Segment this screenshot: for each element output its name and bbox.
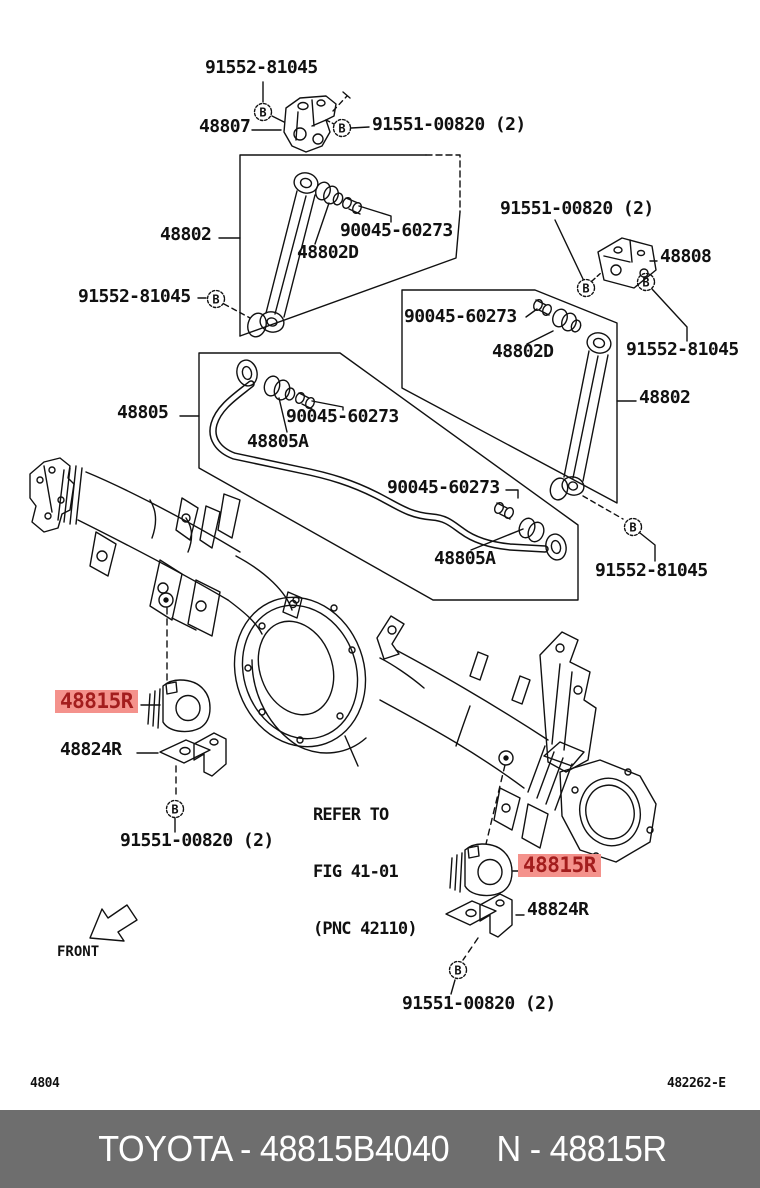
part-label-48815r-right-highlighted[interactable]: 48815R bbox=[518, 854, 601, 877]
part-label-48807: 48807 bbox=[199, 116, 251, 137]
callout-b bbox=[167, 801, 184, 818]
footer-catalog-part: TOYOTA - 48815B4040 bbox=[97, 1128, 449, 1169]
part-label-48802-left: 48802 bbox=[160, 224, 212, 245]
part-label-48824r-right: 48824R bbox=[527, 899, 589, 920]
part-label-91551-00820-right: 91551-00820 (2) bbox=[500, 198, 654, 219]
part-label-48802d-left: 48802D bbox=[297, 242, 359, 263]
part-label-91551-00820-top: 91551-00820 (2) bbox=[372, 114, 526, 135]
footer-bar bbox=[0, 1110, 760, 1188]
shock-absorber-left-drawing bbox=[198, 170, 391, 339]
refer-note-line3: (PNC 42110) bbox=[313, 919, 417, 939]
front-label: FRONT bbox=[57, 944, 100, 960]
part-label-48815r-left-highlighted[interactable]: 48815R bbox=[55, 690, 138, 713]
figure-code: 482262-E bbox=[667, 1076, 726, 1091]
part-label-48805a-upper: 48805A bbox=[247, 431, 309, 452]
callout-b-letter: B bbox=[454, 963, 462, 978]
part-label-90045-60273-c: 90045-60273 bbox=[286, 406, 399, 427]
callout-b bbox=[255, 104, 272, 121]
callout-b bbox=[638, 274, 655, 291]
callout-b-letter: B bbox=[171, 802, 179, 817]
part-label-91552-81045-bottom: 91552-81045 bbox=[595, 560, 708, 581]
part-label-48802-right: 48802 bbox=[639, 387, 691, 408]
callout-b-letter: B bbox=[642, 275, 650, 290]
refer-note-line1: REFER TO bbox=[313, 805, 389, 825]
bushing-clamp-left-drawing bbox=[141, 608, 210, 732]
front-direction-arrow bbox=[90, 905, 137, 941]
callout-b-letter: B bbox=[259, 105, 267, 120]
part-label-90045-60273-b: 90045-60273 bbox=[404, 306, 517, 327]
bushing-clamp-right-drawing bbox=[450, 765, 521, 896]
callout-b-letter: B bbox=[629, 520, 637, 535]
page-code: 4804 bbox=[30, 1076, 60, 1091]
callout-b bbox=[334, 120, 351, 137]
bracket-48808-drawing bbox=[555, 220, 687, 341]
part-label-90045-60273-a: 90045-60273 bbox=[340, 220, 453, 241]
callout-b-letter: B bbox=[212, 292, 220, 307]
refer-note bbox=[313, 768, 417, 958]
footer-part-ref: N - 48815R bbox=[496, 1128, 667, 1169]
part-label-48824r-left: 48824R bbox=[60, 739, 122, 760]
part-label-91551-00820-bottom-right: 91551-00820 (2) bbox=[402, 993, 556, 1014]
part-label-91552-81045-right: 91552-81045 bbox=[626, 339, 739, 360]
clamp-bracket-left-drawing bbox=[137, 733, 226, 832]
callout-b bbox=[578, 280, 595, 297]
part-label-48805a-lower: 48805A bbox=[434, 548, 496, 569]
part-label-91551-00820-bottom-left: 91551-00820 (2) bbox=[120, 830, 274, 851]
callout-b-letter: B bbox=[338, 121, 346, 136]
stabilizer-bar-drawing bbox=[213, 358, 569, 562]
callout-b bbox=[208, 291, 225, 308]
part-label-90045-60273-d: 90045-60273 bbox=[387, 477, 500, 498]
part-label-48805: 48805 bbox=[117, 402, 169, 423]
callout-b bbox=[450, 962, 467, 979]
callout-b bbox=[625, 519, 642, 536]
part-label-48808: 48808 bbox=[660, 246, 712, 267]
part-label-91552-81045-left: 91552-81045 bbox=[78, 286, 191, 307]
part-label-91552-81045-top: 91552-81045 bbox=[205, 57, 318, 78]
refer-note-line2: FIG 41-01 bbox=[313, 862, 398, 882]
callout-b-letter: B bbox=[582, 281, 590, 296]
part-label-48802d-right: 48802D bbox=[492, 341, 554, 362]
